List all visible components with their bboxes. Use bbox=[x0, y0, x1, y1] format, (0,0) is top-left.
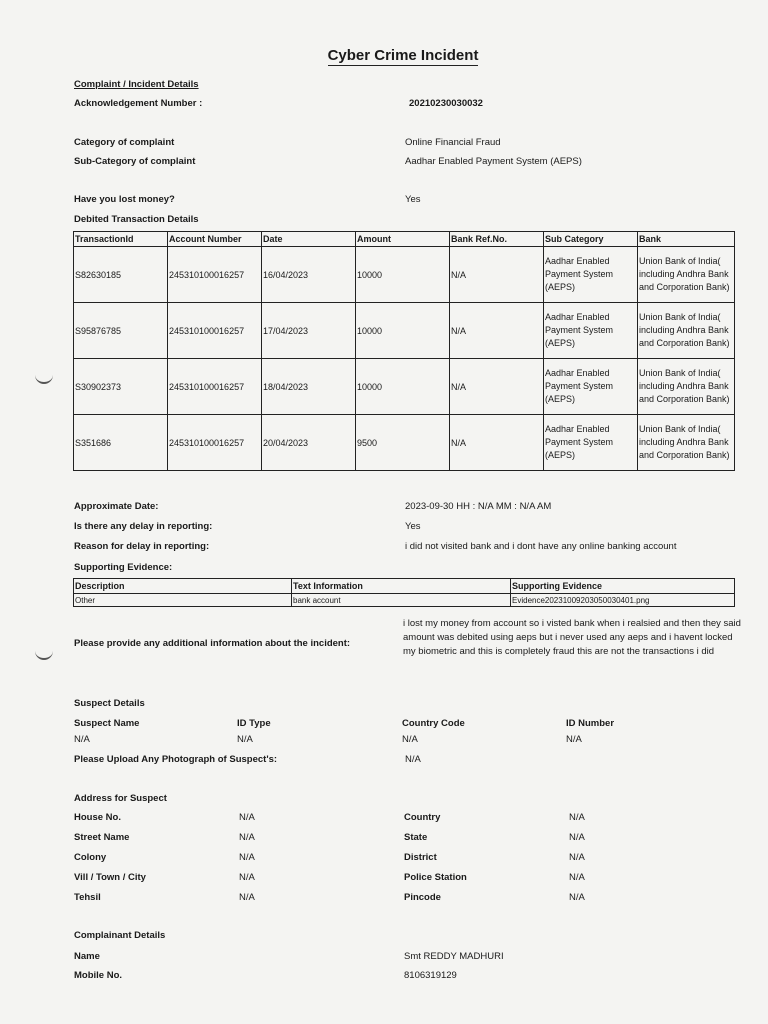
additional-info-label: Please provide any additional information about the incident: bbox=[74, 638, 351, 649]
lost-money-value: Yes bbox=[405, 194, 421, 205]
police-station-value: N/A bbox=[569, 872, 585, 883]
table-row bbox=[74, 303, 735, 359]
city-value: N/A bbox=[239, 872, 255, 883]
sub-category-cell: Aadhar Enabled Payment System (AEPS) bbox=[544, 247, 638, 303]
country-code-label: Country Code bbox=[402, 718, 465, 729]
street-name-value: N/A bbox=[239, 832, 255, 843]
table-row bbox=[74, 359, 735, 415]
punch-hole-mark bbox=[35, 648, 53, 660]
column-header: Date bbox=[262, 232, 356, 247]
date-cell: 20/04/2023 bbox=[262, 415, 356, 471]
id-number-value: N/A bbox=[566, 734, 582, 745]
transaction-id-cell: S351686 bbox=[74, 415, 168, 471]
suspect-photo-label: Please Upload Any Photograph of Suspect's: bbox=[74, 754, 278, 765]
id-type-label: ID Type bbox=[237, 718, 271, 729]
mobile-value: 8106319129 bbox=[404, 970, 457, 981]
suspect-name-label: Suspect Name bbox=[74, 718, 140, 729]
punch-hole-mark bbox=[35, 372, 53, 384]
table-row bbox=[74, 247, 735, 303]
amount-cell: 10000 bbox=[356, 247, 450, 303]
ack-number-value: 20210230030032 bbox=[409, 98, 483, 109]
pincode-label: Pincode bbox=[404, 892, 441, 903]
date-cell: 16/04/2023 bbox=[262, 247, 356, 303]
additional-info-value: i lost my money from account so i visted bank when i realsied and then they said amount was debited using aeps but i never used any aeps and i havent locked my biometric and this is completely fraud this are not the transactions i did bbox=[403, 618, 741, 657]
bank-ref-cell: N/A bbox=[450, 303, 544, 359]
subcategory-value: Aadhar Enabled Payment System (AEPS) bbox=[405, 156, 582, 167]
column-header: Sub Category bbox=[544, 232, 638, 247]
delay-reason-value: i did not visited bank and i dont have any online banking account bbox=[405, 541, 677, 552]
bank-cell: Union Bank of India( including Andhra Bank and Corporation Bank) bbox=[638, 415, 735, 471]
bank-cell: Union Bank of India( including Andhra Bank and Corporation Bank) bbox=[638, 359, 735, 415]
table-header-row bbox=[74, 232, 735, 247]
complaint-section-heading: Complaint / Incident Details bbox=[74, 79, 199, 90]
colony-value: N/A bbox=[239, 852, 255, 863]
column-header: Bank Ref.No. bbox=[450, 232, 544, 247]
complainant-name-value: Smt REDDY MADHURI bbox=[404, 951, 504, 962]
transaction-id-cell: S30902373 bbox=[74, 359, 168, 415]
city-label: Vill / Town / City bbox=[74, 872, 146, 883]
street-name-label: Street Name bbox=[74, 832, 130, 843]
column-header: TransactionId bbox=[74, 232, 168, 247]
house-no-label: House No. bbox=[74, 812, 121, 823]
date-cell: 18/04/2023 bbox=[262, 359, 356, 415]
district-label: District bbox=[404, 852, 437, 863]
account-number-cell: 245310100016257 bbox=[168, 303, 262, 359]
table-row bbox=[74, 594, 735, 607]
category-label: Category of complaint bbox=[74, 137, 175, 148]
date-cell: 17/04/2023 bbox=[262, 303, 356, 359]
evidence-description-cell: Other bbox=[74, 594, 292, 607]
account-number-cell: 245310100016257 bbox=[168, 415, 262, 471]
transaction-id-cell: S82630185 bbox=[74, 247, 168, 303]
subcategory-label: Sub-Category of complaint bbox=[74, 156, 196, 167]
amount-cell: 10000 bbox=[356, 359, 450, 415]
police-station-label: Police Station bbox=[404, 872, 467, 883]
document-title: Cyber Crime Incident bbox=[327, 47, 479, 64]
debited-transactions-table bbox=[73, 231, 735, 471]
id-number-label: ID Number bbox=[566, 718, 615, 729]
column-header: Supporting Evidence bbox=[511, 579, 735, 594]
amount-cell: 9500 bbox=[356, 415, 450, 471]
category-value: Online Financial Fraud bbox=[405, 137, 501, 148]
table-header-row bbox=[74, 579, 735, 594]
transaction-id-cell: S95876785 bbox=[74, 303, 168, 359]
suspect-address-heading: Address for Suspect bbox=[74, 793, 167, 804]
country-label: Country bbox=[404, 812, 441, 823]
pincode-value: N/A bbox=[569, 892, 585, 903]
delay-value: Yes bbox=[405, 521, 421, 532]
bank-ref-cell: N/A bbox=[450, 359, 544, 415]
column-header: Amount bbox=[356, 232, 450, 247]
delay-label: Is there any delay in reporting: bbox=[74, 521, 213, 532]
suspect-name-value: N/A bbox=[74, 734, 90, 745]
bank-cell: Union Bank of India( including Andhra Bank and Corporation Bank) bbox=[638, 303, 735, 359]
sub-category-cell: Aadhar Enabled Payment System (AEPS) bbox=[544, 415, 638, 471]
tehsil-label: Tehsil bbox=[74, 892, 101, 903]
account-number-cell: 245310100016257 bbox=[168, 359, 262, 415]
complainant-heading: Complainant Details bbox=[74, 930, 166, 941]
debited-heading: Debited Transaction Details bbox=[74, 214, 199, 225]
column-header: Bank bbox=[638, 232, 735, 247]
column-header: Description bbox=[74, 579, 292, 594]
delay-reason-label: Reason for delay in reporting: bbox=[74, 541, 210, 552]
bank-ref-cell: N/A bbox=[450, 415, 544, 471]
column-header: Account Number bbox=[168, 232, 262, 247]
evidence-file-cell: Evidence20231009203050030401.png bbox=[511, 594, 735, 607]
mobile-label: Mobile No. bbox=[74, 970, 123, 981]
state-value: N/A bbox=[569, 832, 585, 843]
tehsil-value: N/A bbox=[239, 892, 255, 903]
approx-date-label: Approximate Date: bbox=[74, 501, 159, 512]
table-row bbox=[74, 415, 735, 471]
column-header: Text Information bbox=[292, 579, 511, 594]
evidence-text-cell: bank account bbox=[292, 594, 511, 607]
supporting-evidence-label: Supporting Evidence: bbox=[74, 562, 173, 573]
approx-date-value: 2023-09-30 HH : N/A MM : N/A AM bbox=[405, 501, 552, 512]
bank-ref-cell: N/A bbox=[450, 247, 544, 303]
id-type-value: N/A bbox=[237, 734, 253, 745]
supporting-evidence-table bbox=[73, 578, 735, 607]
account-number-cell: 245310100016257 bbox=[168, 247, 262, 303]
house-no-value: N/A bbox=[239, 812, 255, 823]
suspect-photo-value: N/A bbox=[405, 754, 421, 765]
ack-number-label: Acknowledgement Number : bbox=[74, 98, 203, 109]
state-label: State bbox=[404, 832, 428, 843]
sub-category-cell: Aadhar Enabled Payment System (AEPS) bbox=[544, 303, 638, 359]
lost-money-label: Have you lost money? bbox=[74, 194, 175, 205]
country-code-value: N/A bbox=[402, 734, 418, 745]
district-value: N/A bbox=[569, 852, 585, 863]
colony-label: Colony bbox=[74, 852, 107, 863]
country-value: N/A bbox=[569, 812, 585, 823]
suspect-heading: Suspect Details bbox=[74, 698, 145, 709]
complainant-name-label: Name bbox=[74, 951, 100, 962]
sub-category-cell: Aadhar Enabled Payment System (AEPS) bbox=[544, 359, 638, 415]
bank-cell: Union Bank of India( including Andhra Bank and Corporation Bank) bbox=[638, 247, 735, 303]
amount-cell: 10000 bbox=[356, 303, 450, 359]
